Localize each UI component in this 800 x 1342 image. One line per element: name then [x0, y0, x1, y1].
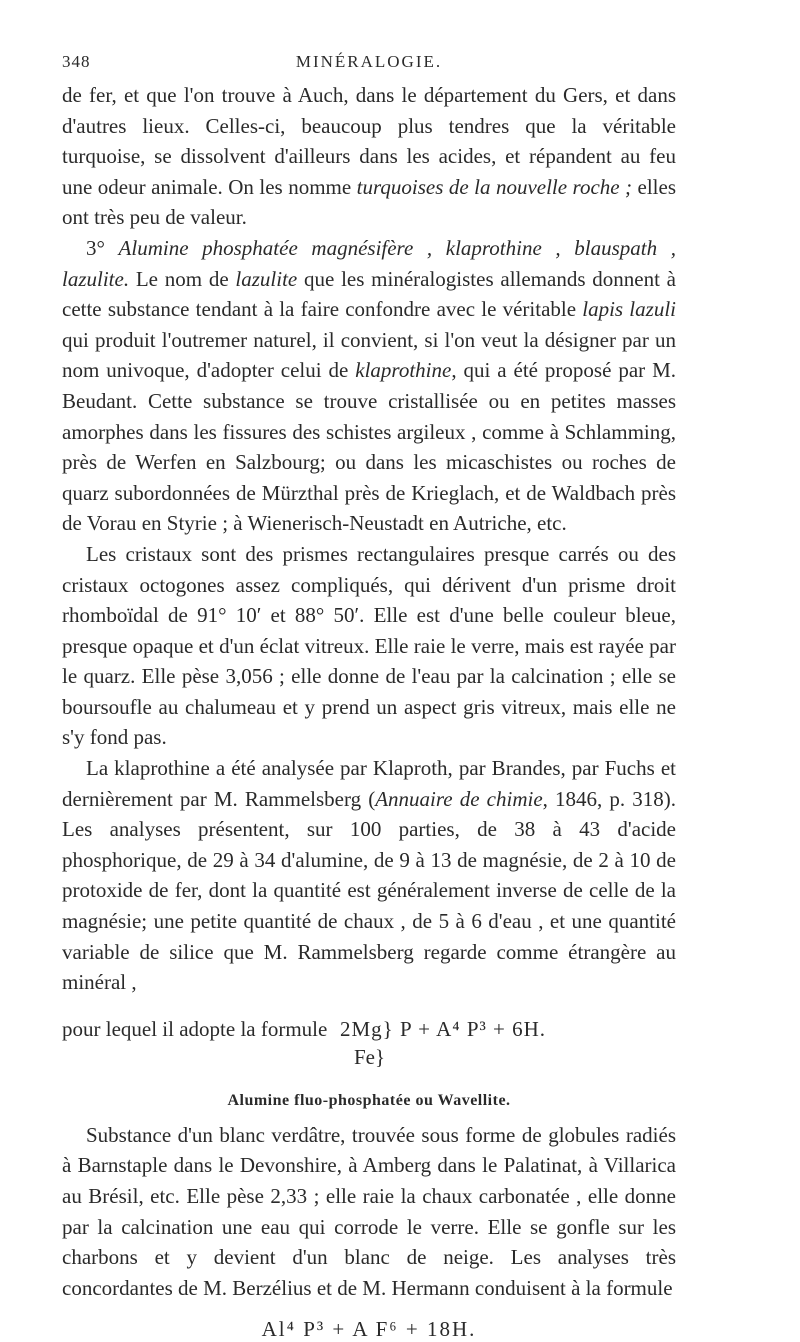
running-title: MINÉRALOGIE. — [295, 52, 443, 71]
paragraph-1 — [62, 80, 676, 233]
text-run: elles ont très peu de valeur. — [62, 174, 676, 230]
italic-run: Alumine phosphatée magnésifère , klaprothine , blauspath , lazulite. — [62, 235, 677, 291]
italic-run: klaprothine — [355, 358, 452, 383]
formula-fe-term: Fe} — [354, 1044, 386, 1069]
italic-run: turquoises de la nouvelle roche ; — [356, 174, 633, 199]
paragraph-5: Substance d'un blanc verdâtre, trouvée sous forme de globules radiés à Barnstaple dans le Devonshire, à Amberg dans le Palatinat, à Villarica au Brésil, etc. Elle pèse 2,33 ; elle raie la chaux carbonatée , elle donne par la calcination une eau qui corrode le verre. Elle se gonfle sur les charbons et y devient d'un blanc de neige. Les analyses très concordantes de M. Berzélius et de M. Hermann conduisent à la formule — [62, 1122, 676, 1300]
formula-expression: 2Mg} P + A⁴ P³ + 6H. — [340, 1016, 547, 1041]
formula-wavellite: Al⁴ P³ + A F⁶ + 18H. — [261, 1317, 477, 1342]
page-number: 348 — [62, 52, 91, 71]
formula-klaprothine — [62, 1012, 676, 1074]
text-run: 3° — [86, 235, 119, 260]
text-run: de fer, et que l'on trouve à Auch, dans le département du Gers, et dans d'autres lieux. Celles-ci, beaucoup plus tendres que la véritable turquoise, se dissolvent d'ailleurs dans les acides, et répandent au feu une odeur animale. On les nomme — [62, 83, 676, 199]
paragraph-3: Les cristaux sont des prismes rectangulaires presque carrés ou des cristaux octogones assez compliqués, qui dérivent d'un prisme droit rhomboïdal de 91° 10′ et 88° 50′. Elle est d'une belle couleur bleue, presque opaque et d'un éclat vitreux. Elle raie le verre, mais est rayée par le quarz. Elle pèse 3,056 ; elle donne de l'eau par la calcination ; elle se boursoufle au chalumeau et y prend un aspect gris vitreux, mais elle ne s'y fond pas. — [62, 541, 676, 750]
section-title: Alumine fluo-phosphatée ou Wavellite. — [227, 1091, 511, 1109]
italic-run: lazulite — [235, 266, 298, 291]
formula-lead-text: pour lequel il adopte la formule — [62, 1016, 328, 1041]
paragraph-4 — [62, 753, 676, 998]
page — [62, 52, 676, 1342]
text-run: qui produit l'outremer naturel, il convient, si l'on veut la désigner par un nom univoque, d'adopter celui de — [62, 327, 676, 383]
text-run: que les minéralogistes allemands donnent à cette substance tendant à la faire confondre avec le véritable — [62, 266, 676, 322]
page-header — [62, 52, 676, 80]
text-run: Le nom de — [129, 266, 236, 291]
text-run: , qui a été proposé par M. Beudant. Cette substance se trouve cristallisée ou en petites masses amorphes dans les fissures des schistes argileux , comme à Schlamming, près de Werfen en Salzbourg; ou dans les micaschistes ou roches de quarz subordonnées de Mürzthal près de Krieglach, et de Waldbach près de Vorau en Styrie ; à Wienerisch-Neustadt en Autriche, etc. — [62, 358, 677, 536]
italic-run: lapis lazuli — [582, 297, 676, 322]
text-run: La klaprothine a été analysée par Klaproth, par Brandes, par Fuchs et dernièrement par M. Rammelsberg ( — [62, 756, 676, 811]
paragraph-2 — [62, 233, 676, 539]
text-run: , 1846, p. 318). Les analyses présentent, sur 100 parties, de 38 à 43 d'acide phosphorique, de 29 à 34 d'alumine, de 9 à 13 de magnésie, de 2 à 10 de protoxide de fer, dont la quantité est généralement inverse de celle de la magnésie; une petite quantité de chaux , de 5 à 6 d'eau , et une quantité variable de silice que M. Rammelsberg regarde comme étrangère au minéral , — [62, 786, 676, 995]
italic-run: Annuaire de chimie — [375, 786, 543, 811]
